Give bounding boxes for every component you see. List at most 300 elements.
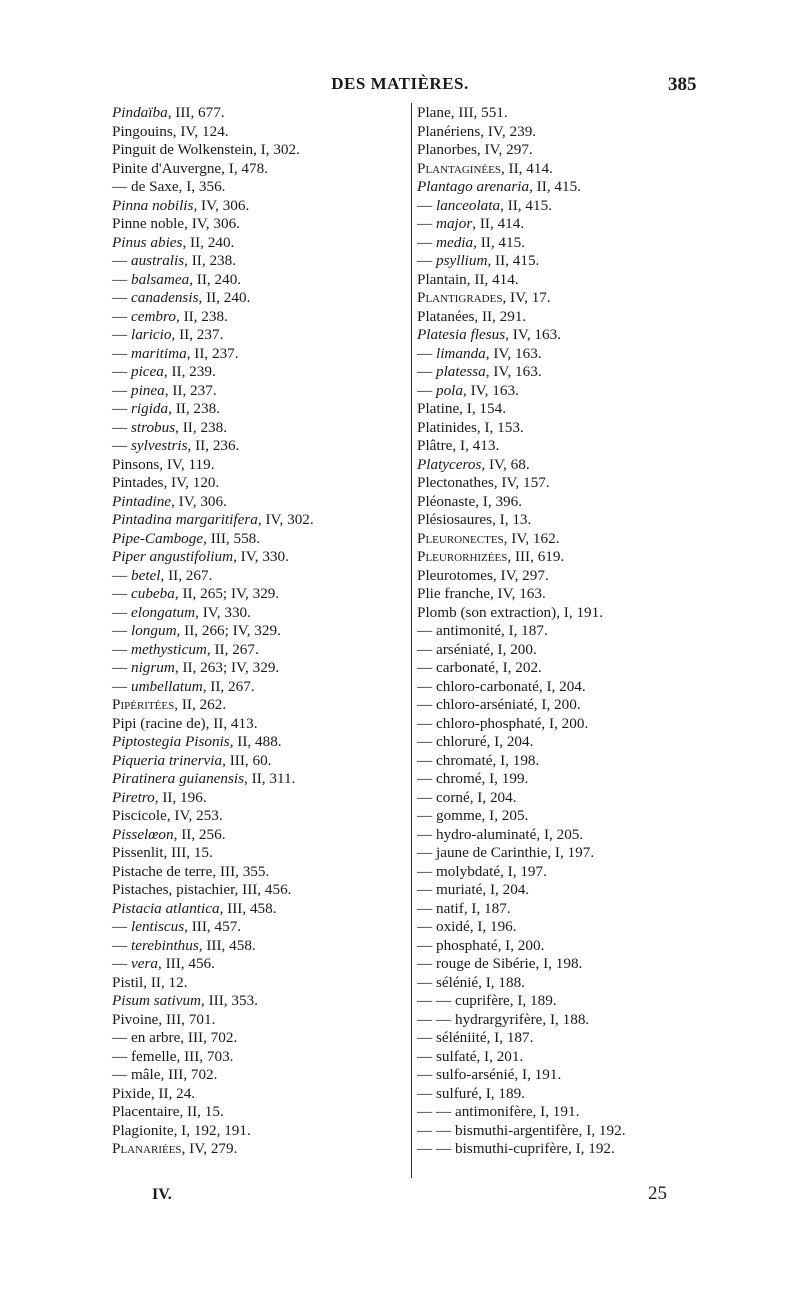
index-entry-text: Pléonaste, I, 396. [417, 492, 523, 510]
index-entry-text: , II, 488. [229, 733, 282, 750]
index-entry [112, 1048, 404, 1067]
index-entry-text: Plésiosaures, I, 13. [417, 511, 532, 528]
index-entry-text: — [112, 622, 131, 639]
index-entry [417, 937, 707, 956]
index-entry [112, 326, 404, 345]
index-entry-text: , IV, 17. [502, 289, 551, 306]
index-entry [112, 511, 404, 530]
index-entry-text: media [435, 233, 474, 251]
index-entry [112, 104, 404, 123]
index-entry-text: — carbonaté, I, 202. [417, 659, 542, 676]
index-entry [112, 585, 404, 604]
index-entry-text: , II, 414. [500, 159, 553, 177]
index-entry-text: — [112, 326, 131, 343]
index-entry [112, 659, 404, 678]
index-entry [417, 271, 707, 290]
index-entry-text: — de Saxe, I, 356. [112, 178, 226, 195]
index-entry [417, 752, 707, 771]
index-entry [112, 770, 404, 789]
index-entry [417, 308, 707, 327]
index-entry-text: methysticum [130, 640, 207, 658]
index-entry-text: , III, 457. [184, 918, 242, 935]
index-entry-text: — [112, 418, 131, 436]
index-entry [417, 974, 707, 993]
index-entry-text: umbellatum [130, 677, 203, 695]
index-entry-text: Pisum sativum [112, 992, 202, 1009]
index-entry-text: — [112, 400, 131, 417]
index-entry-text: Piptostegia Pisonis [112, 733, 230, 750]
index-entry [112, 493, 404, 512]
index-entry-text: , III, 677. [167, 104, 225, 121]
index-entry-text: Piper angustifolium [112, 548, 234, 565]
index-entry-text: Platesia flesus [417, 326, 506, 343]
index-entry-text: , IV, 163. [485, 363, 542, 380]
index-entry-text: Pintadine [112, 492, 172, 510]
index-entry-text: Platine, I, 154. [417, 400, 507, 417]
index-entry [417, 678, 707, 697]
index-entry-text: — chloro-carbonaté, I, 204. [417, 677, 586, 695]
index-entry-text: Pindaïba [112, 104, 168, 121]
index-entry [417, 419, 707, 438]
index-entry [417, 215, 707, 234]
index-entry-text: platessa [435, 363, 486, 380]
index-entry-text: — séléniité, I, 187. [417, 1029, 534, 1046]
index-entry [417, 326, 707, 345]
index-entry-text: Plomb (son extraction), I, 191. [417, 603, 604, 621]
page-number: 385 [668, 74, 697, 95]
index-entry-text: pinea [130, 381, 165, 399]
index-entry [112, 345, 404, 364]
index-entry [112, 715, 404, 734]
index-entry [417, 1011, 707, 1030]
index-entry-text: — molybdaté, I, 197. [417, 862, 547, 880]
index-entry-text: , II, 262. [174, 696, 227, 713]
index-entry-text: balsamea [130, 270, 190, 288]
index-entry-text: , IV, 163. [463, 381, 519, 399]
index-entry [112, 141, 404, 160]
index-entry-text: , II, 415. [500, 196, 552, 214]
index-entry-text: , II, 267. [206, 640, 259, 658]
index-entry [417, 400, 707, 419]
index-entry-text: , II, 237. [164, 381, 217, 399]
index-entry-text: vera [130, 955, 158, 972]
index-entry [417, 289, 707, 308]
index-entry-text: Pintades, IV, 120. [112, 474, 220, 491]
index-entry [417, 252, 707, 271]
index-entry-text: lanceolata [435, 196, 501, 214]
index-entry-text: , II, 240. [189, 270, 242, 288]
index-entry [417, 160, 707, 179]
index-entry-text: — rouge de Sibérie, I, 198. [417, 955, 583, 972]
index-entry [417, 789, 707, 808]
index-entry [417, 234, 707, 253]
index-entry-text: psyllium [435, 252, 488, 269]
index-entry-text: — phosphaté, I, 200. [417, 936, 545, 954]
index-entry-text: Pipéritées [112, 696, 175, 713]
index-entry-text: Pissenlit, III, 15. [112, 844, 213, 861]
index-entry-text: , III, 60. [222, 751, 272, 769]
index-entry-text: — [112, 936, 131, 954]
index-entry [112, 197, 404, 216]
index-entry-text: nigrum [130, 659, 175, 676]
index-entry-text: , II, 236. [187, 437, 240, 454]
index-entry [417, 382, 707, 401]
index-entry [112, 530, 404, 549]
index-entry-text: , II, 238. [175, 307, 228, 325]
index-entry-text: laricio [130, 326, 172, 343]
index-entry-text: — — cuprifère, I, 189. [417, 992, 557, 1009]
index-entry-text: — [112, 381, 131, 399]
index-column-left [112, 104, 404, 1159]
page-title: DES MATIÈRES. [331, 74, 469, 93]
index-entry [417, 863, 707, 882]
index-entry-text: Pinguit de Wolkenstein, I, 302. [112, 141, 300, 158]
index-entry-text: Pintadina margaritifera [112, 511, 258, 528]
index-entry [112, 252, 404, 271]
index-entry-text: canadensis [130, 289, 199, 306]
index-entry-text: Platinides, I, 153. [417, 418, 524, 436]
index-entry [417, 696, 707, 715]
index-entry-text: Plantaginées [417, 159, 501, 177]
index-entry-text: , IV, 306. [171, 492, 227, 510]
index-entry-text: — corné, I, 204. [417, 788, 517, 806]
index-entry-text: , III, 353. [201, 992, 258, 1009]
index-entry [112, 918, 404, 937]
index-entry [417, 826, 707, 845]
index-column-right [417, 104, 707, 1159]
index-entry [417, 715, 707, 734]
index-entry-text: — [112, 344, 131, 362]
index-entry [417, 363, 707, 382]
index-entry-text: , II, 237. [186, 344, 239, 362]
index-entry [417, 493, 707, 512]
index-entry-text: Pixide, II, 24. [112, 1084, 196, 1102]
index-entry [417, 511, 707, 530]
index-entry-text: Pinna nobilis [112, 196, 194, 214]
index-entry-text: Pinne noble, IV, 306. [112, 215, 240, 232]
index-entry [112, 955, 404, 974]
index-entry-text: — sulfo-arsénié, I, 191. [417, 1066, 562, 1083]
index-entry-text: Pinus abies [112, 233, 183, 251]
index-entry [417, 567, 707, 586]
index-entry-text: , II, 267. [202, 677, 255, 695]
index-entry-text: Piretro [112, 788, 155, 806]
index-entry-text: — sulfaté, I, 201. [417, 1047, 524, 1065]
index-entry-text: — jaune de Carinthie, I, 197. [417, 844, 595, 861]
index-entry-text: — — antimonifère, I, 191. [417, 1103, 580, 1120]
index-entry-text: Planariées [112, 1140, 182, 1157]
index-entry [112, 234, 404, 253]
index-entry-text: — [112, 307, 131, 325]
index-entry [417, 123, 707, 142]
index-entry [112, 548, 404, 567]
index-entry-text: Pinite d'Auvergne, I, 478. [112, 159, 268, 177]
index-entry [417, 1103, 707, 1122]
index-entry-text: , II, 238. [175, 418, 228, 436]
index-entry [112, 937, 404, 956]
index-entry [112, 382, 404, 401]
index-entry [417, 807, 707, 826]
index-entry-text: Platyceros [417, 455, 482, 473]
index-entry-text: , III, 458. [198, 936, 256, 954]
index-entry-text: Plantain, II, 414. [417, 270, 519, 288]
index-entry-text: Pleurorhizées [417, 548, 508, 565]
index-entry-text: — [112, 640, 131, 658]
index-entry-text: — [417, 215, 436, 232]
index-entry [417, 585, 707, 604]
index-entry [112, 400, 404, 419]
index-entry-text: — hydro-aluminaté, I, 205. [417, 825, 584, 843]
index-entry-text: Piqueria trinervia [112, 751, 223, 769]
index-entry-text: , IV, 306. [193, 196, 250, 214]
index-entry [417, 1048, 707, 1067]
index-entry-text: — [112, 585, 131, 602]
index-entry [112, 419, 404, 438]
index-entry-text: , II, 415. [487, 252, 540, 269]
index-entry-text: — [112, 270, 131, 288]
index-entry-text: , II, 311. [244, 770, 296, 787]
index-entry-text: — [112, 566, 131, 584]
index-entry-text: — chromaté, I, 198. [417, 751, 540, 769]
index-entry [112, 437, 404, 456]
index-entry [417, 733, 707, 752]
index-entry-text: — [112, 437, 131, 454]
index-entry-text: Plantigrades [417, 289, 503, 306]
index-entry-text: , IV, 163. [505, 326, 562, 343]
index-entry [112, 1066, 404, 1085]
index-entry-text: Pistaches, pistachier, III, 456. [112, 881, 292, 898]
index-entry-text: Pistil, II, 12. [112, 973, 188, 991]
index-entry [417, 1066, 707, 1085]
index-entry-text: , II, 237. [171, 326, 224, 343]
index-entry [112, 844, 404, 863]
index-entry-text: — [112, 603, 131, 621]
index-entry-text: major [435, 215, 473, 232]
index-entry-text: Pipi (racine de), II, 413. [112, 714, 258, 732]
index-entry-text: Plâtre, I, 413. [417, 437, 500, 454]
index-entry-text: — muriaté, I, 204. [417, 881, 530, 898]
index-entry [417, 918, 707, 937]
index-entry-text: picea [130, 363, 164, 380]
index-entry-text: Pistacia atlantica [112, 899, 220, 917]
index-entry [112, 1011, 404, 1030]
index-entry-text: — [112, 252, 131, 269]
index-entry-text: Plagionite, I, 192, 191. [112, 1121, 251, 1139]
index-entry [112, 160, 404, 179]
index-entry [417, 622, 707, 641]
index-entry-text: — — hydrargyrifère, I, 188. [417, 1010, 590, 1028]
index-entry-text: — chloruré, I, 204. [417, 733, 534, 750]
index-entry-text: — [417, 252, 436, 269]
index-entry [112, 1140, 404, 1159]
index-entry [112, 641, 404, 660]
index-entry-text: Pipe-Camboge [112, 529, 204, 547]
index-entry [112, 752, 404, 771]
index-entry-text: cembro [130, 307, 176, 325]
index-entry-text: — gomme, I, 205. [417, 807, 529, 824]
index-entry [112, 604, 404, 623]
index-entry-text: — en arbre, III, 702. [112, 1029, 238, 1046]
index-entry [417, 955, 707, 974]
index-entry [112, 1029, 404, 1048]
index-entry [112, 215, 404, 234]
index-entry [112, 863, 404, 882]
index-entry [112, 992, 404, 1011]
index-entry-text: — oxidé, I, 196. [417, 918, 517, 935]
index-entry-text: lentiscus [130, 918, 185, 935]
index-entry [112, 456, 404, 475]
index-entry-text: — chloro-arséniaté, I, 200. [417, 696, 581, 713]
index-entry [417, 141, 707, 160]
index-entry [417, 770, 707, 789]
index-entry [417, 345, 707, 364]
index-entry-text: , II, 238. [184, 252, 237, 269]
index-entry-text: , II, 267. [160, 566, 213, 584]
index-entry [112, 789, 404, 808]
index-entry [112, 289, 404, 308]
index-entry-text: , IV, 163. [485, 344, 542, 362]
index-entry-text: Plantago arenaria [417, 178, 530, 195]
index-entry-text: — [417, 196, 436, 214]
index-entry-text: Pistache de terre, III, 355. [112, 862, 270, 880]
column-divider [411, 103, 412, 1178]
index-entry-text: maritima [130, 344, 187, 362]
index-entry-text: — femelle, III, 703. [112, 1047, 234, 1065]
index-entry-text: , II, 266; IV, 329. [176, 622, 281, 639]
index-entry-text: longum [130, 622, 177, 639]
index-entry [417, 530, 707, 549]
index-entry-text: Planorbes, IV, 297. [417, 141, 533, 158]
index-entry-text: rigida [130, 400, 169, 417]
index-entry [112, 826, 404, 845]
index-entry-text: Planériens, IV, 239. [417, 122, 537, 140]
index-entry-text: , IV, 162. [503, 529, 560, 547]
index-entry [417, 548, 707, 567]
index-entry [112, 900, 404, 919]
index-entry-text: Platanées, II, 291. [417, 307, 527, 325]
index-entry-text: Plane, III, 551. [417, 104, 508, 121]
index-entry-text: terebinthus [130, 936, 199, 954]
index-entry [112, 567, 404, 586]
index-entry-text: Plie franche, IV, 163. [417, 585, 546, 602]
index-entry [112, 622, 404, 641]
index-entry-text: — [112, 677, 131, 695]
index-entry [112, 807, 404, 826]
index-entry [112, 123, 404, 142]
index-entry-text: — [417, 381, 436, 399]
index-entry-text: strobus [130, 418, 176, 436]
index-entry-text: — chloro-phosphaté, I, 200. [417, 714, 589, 732]
index-entry-text: — sélénié, I, 188. [417, 973, 525, 991]
index-entry [417, 197, 707, 216]
index-entry-text: , III, 458. [219, 899, 277, 917]
index-entry-text: pola [435, 381, 463, 399]
index-entry-text: Pleurotomes, IV, 297. [417, 566, 549, 584]
index-entry [417, 1140, 707, 1159]
index-entry-text: Pivoine, III, 701. [112, 1010, 216, 1028]
index-entry-text: Pleuronectes [417, 529, 504, 547]
index-entry-text: — arséniaté, I, 200. [417, 640, 537, 658]
index-entry-text: , III, 619. [507, 548, 565, 565]
index-entry-text: Plectonathes, IV, 157. [417, 474, 550, 491]
index-entry [112, 974, 404, 993]
index-entry-text: , II, 196. [154, 788, 207, 806]
index-entry [112, 363, 404, 382]
index-entry-text: cubeba [130, 585, 175, 602]
index-entry-text: , IV, 302. [257, 511, 314, 528]
index-entry-text: , II, 263; IV, 329. [174, 659, 280, 676]
index-entry [417, 844, 707, 863]
index-entry [112, 271, 404, 290]
index-entry [112, 733, 404, 752]
index-entry-text: , IV, 68. [481, 455, 530, 473]
index-entry [112, 696, 404, 715]
index-entry-text: , IV, 279. [181, 1140, 238, 1157]
index-entry-text: Pingouins, IV, 124. [112, 122, 229, 140]
index-entry [112, 1122, 404, 1141]
volume-label: IV. [152, 1186, 172, 1203]
index-entry-text: australis [130, 252, 185, 269]
index-entry-text: , II, 239. [163, 363, 216, 380]
index-entry [417, 659, 707, 678]
index-entry [112, 881, 404, 900]
index-entry-text: — — bismuthi-cuprifère, I, 192. [417, 1140, 615, 1157]
index-entry [417, 1122, 707, 1141]
index-entry-text: Pinsons, IV, 119. [112, 455, 215, 473]
index-entry-text: — [417, 233, 436, 251]
index-entry-text: — — bismuthi-argentifère, I, 192. [417, 1121, 626, 1139]
index-entry-text: , II, 238. [168, 400, 221, 417]
index-entry [417, 1085, 707, 1104]
index-entry-text: — natif, I, 187. [417, 899, 511, 917]
index-entry-text: — [112, 918, 131, 935]
index-entry [417, 474, 707, 493]
index-entry [417, 456, 707, 475]
index-entry [112, 308, 404, 327]
index-entry [112, 474, 404, 493]
index-entry-text: , II, 414. [472, 215, 525, 232]
index-entry-text: , III, 558. [203, 529, 261, 547]
index-entry-text: betel [130, 566, 161, 584]
index-entry-text: — [112, 659, 131, 676]
index-entry-text: — antimonité, I, 187. [417, 622, 548, 639]
index-entry-text: Piratinera guianensis [112, 770, 245, 787]
index-entry-text: — [112, 363, 131, 380]
index-entry-text: — [417, 363, 436, 380]
index-entry-text: , II, 265; IV, 329. [174, 585, 280, 602]
index-entry-text: , II, 256. [173, 825, 226, 843]
index-entry-text: Piscicole, IV, 253. [112, 807, 223, 824]
index-entry-text: — [112, 289, 131, 306]
index-entry [417, 104, 707, 123]
index-entry [417, 437, 707, 456]
index-entry-text: sylvestris [130, 437, 188, 454]
index-entry [417, 641, 707, 660]
index-entry-text: — [417, 344, 436, 362]
index-entry [112, 1103, 404, 1122]
index-entry-text: — mâle, III, 702. [112, 1066, 218, 1083]
index-entry-text: , II, 415. [529, 178, 581, 195]
index-entry-text: , II, 240. [198, 289, 251, 306]
index-entry [112, 678, 404, 697]
index-entry-text: Pisselœon [112, 825, 174, 843]
index-entry [417, 1029, 707, 1048]
index-entry [417, 604, 707, 623]
index-entry [112, 178, 404, 197]
index-entry [112, 1085, 404, 1104]
index-entry-text: limanda [435, 344, 486, 362]
index-entry [417, 900, 707, 919]
